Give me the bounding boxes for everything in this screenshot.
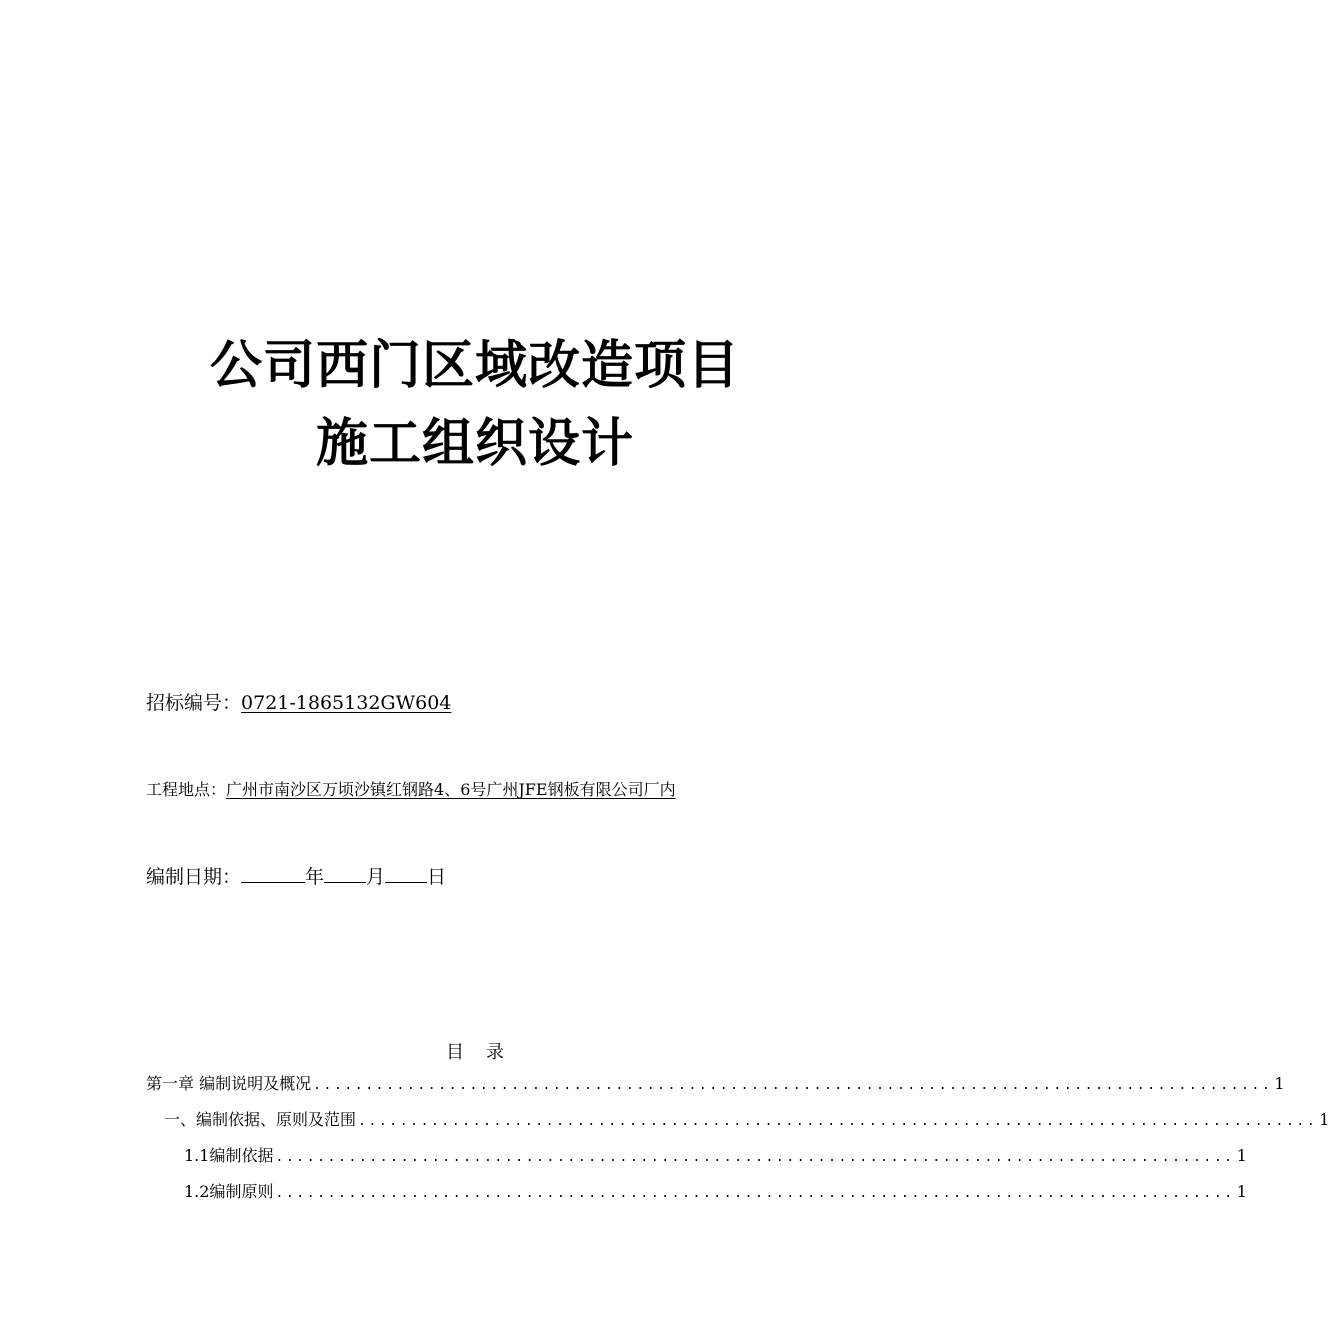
table-of-contents	[146, 1070, 1329, 1214]
toc-entry-text: 第一章 编制说明及概况	[146, 1074, 312, 1093]
toc-entry-page: 1	[1274, 1074, 1285, 1093]
month-label: 月	[366, 866, 386, 888]
bid-number-value: 0721-1865132GW604	[241, 692, 452, 714]
toc-entry[interactable]	[146, 1142, 1247, 1178]
toc-entry-text: 1.2编制原则	[184, 1182, 274, 1201]
toc-dot-leader: ............................................................................................	[275, 1186, 1235, 1201]
day-label: 日	[427, 866, 447, 888]
toc-dot-leader: ............................................................................................	[313, 1078, 1273, 1093]
bid-number-field	[146, 688, 451, 715]
year-blank	[241, 864, 305, 883]
project-location-value: 广州市南沙区万顷沙镇红钢路4、6号广州JFE钢板有限公司厂内	[226, 780, 676, 799]
toc-entry-text: 一、编制依据、原则及范围	[164, 1110, 357, 1129]
toc-entry[interactable]	[146, 1070, 1285, 1106]
bid-number-label: 招标编号：	[146, 692, 242, 714]
compile-date-field	[146, 862, 446, 889]
project-location-label: 工程地点：	[146, 780, 227, 799]
day-blank	[385, 864, 427, 883]
month-blank	[324, 864, 366, 883]
document-title-line-1: 公司西门区域改造项目	[209, 336, 740, 396]
toc-entry-page: 1	[1319, 1110, 1329, 1129]
project-location-field	[146, 777, 676, 800]
toc-entry[interactable]	[146, 1178, 1247, 1214]
toc-dot-leader: ............................................................................................	[275, 1150, 1235, 1165]
toc-entry-page: 1	[1236, 1146, 1247, 1165]
toc-entry-page: 1	[1236, 1182, 1247, 1201]
toc-entry[interactable]	[146, 1106, 1329, 1142]
year-label: 年	[305, 866, 325, 888]
toc-entry-text: 1.1编制依据	[184, 1146, 274, 1165]
toc-heading: 目录	[446, 1042, 526, 1063]
document-title-line-2: 施工组织设计	[315, 414, 634, 474]
compile-date-label: 编制日期：	[146, 866, 242, 888]
toc-dot-leader: ............................................................................................	[358, 1114, 1318, 1129]
